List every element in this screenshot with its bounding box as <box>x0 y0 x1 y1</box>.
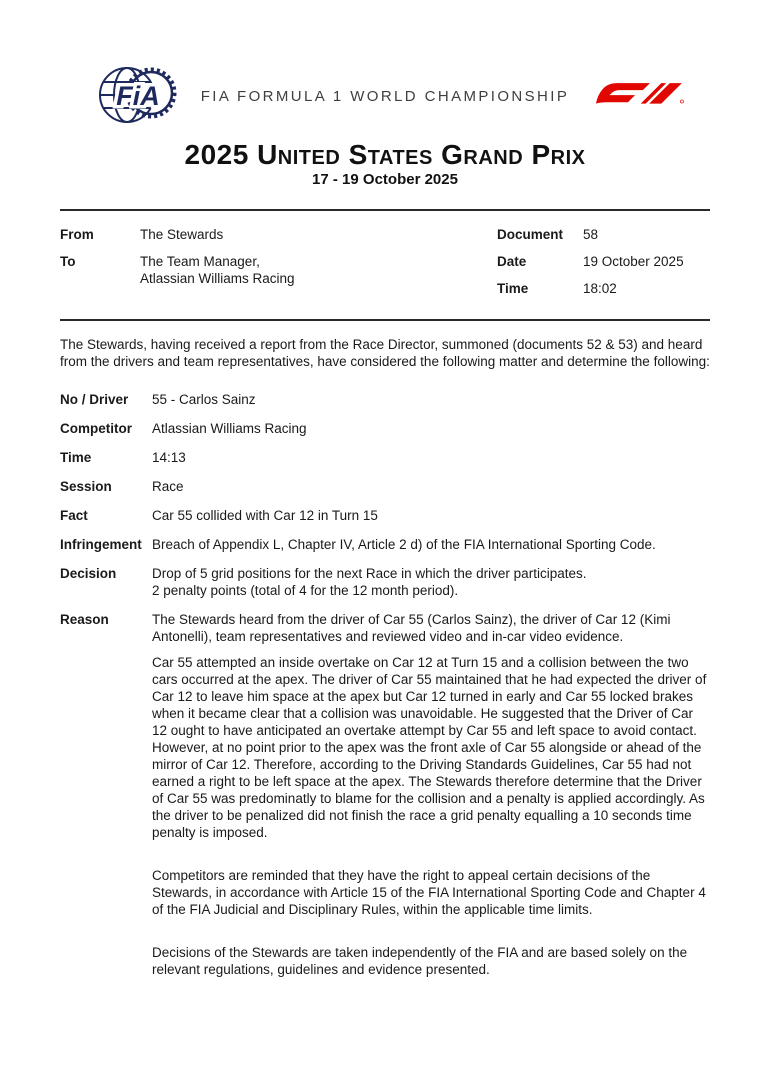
decision-fields <box>60 391 710 978</box>
decision-line1: Drop of 5 grid positions for the next Race in which the driver participates. <box>152 566 587 581</box>
no-driver-value: 55 - Carlos Sainz <box>152 392 256 407</box>
infringement-value: Breach of Appendix L, Chapter IV, Article 2 d) of the FIA International Sporting Code. <box>152 537 656 552</box>
time-value: 18:02 <box>583 281 617 296</box>
fia-logo-text: FiA <box>116 81 160 111</box>
document-header <box>60 64 710 134</box>
championship-title: FIA FORMULA 1 WORLD CHAMPIONSHIP <box>200 88 570 105</box>
to-value-line2: Atlassian Williams Racing <box>140 271 295 286</box>
date-row <box>497 253 710 270</box>
reason-paragraph-4: Decisions of the Stewards are taken independently of the FIA and are based solely on the relevant regulations, guidelines and evidence presented. <box>152 945 688 977</box>
meta-table <box>60 209 710 321</box>
date-label: Date <box>497 254 527 269</box>
time-field-value: 14:13 <box>152 450 186 465</box>
event-dates: 17 - 19 October 2025 <box>312 171 458 188</box>
time-label: Time <box>497 281 529 296</box>
fact-label: Fact <box>60 508 88 523</box>
no-driver-label: No / Driver <box>60 392 129 407</box>
field-row-no-driver <box>60 391 710 408</box>
field-row-session <box>60 478 710 495</box>
decision-line2: 2 penalty points (total of 4 for the 12 month period). <box>152 583 459 598</box>
to-row <box>60 253 497 287</box>
document-label: Document <box>497 227 564 242</box>
field-row-infringement <box>60 536 710 553</box>
reason-label: Reason <box>60 612 109 627</box>
date-value: 19 October 2025 <box>583 254 684 269</box>
competitor-value: Atlassian Williams Racing <box>152 421 307 436</box>
meta-table-right <box>497 226 710 307</box>
to-label: To <box>60 254 76 269</box>
to-value <box>140 253 497 287</box>
reason-paragraph-1: The Stewards heard from the driver of Car 55 (Carlos Sainz), the driver of Car 12 (Kimi Antonelli), team representatives and reviewed video and in-car video evidence. <box>152 612 671 644</box>
intro-paragraph: The Stewards, having received a report from the Race Director, summoned (documents 52 & 53) and heard from the drivers and team representatives, have considered the following matter and determine the following: <box>60 337 710 369</box>
document-value: 58 <box>583 227 599 242</box>
field-row-decision <box>60 565 710 599</box>
fact-value: Car 55 collided with Car 12 in Turn 15 <box>152 508 378 523</box>
reason-paragraph-3: Competitors are reminded that they have the right to appeal certain decisions of the Stewards, in accordance with Article 15 of the FIA International Sporting Code and Chapter 4 of the FIA Judicial and Disciplinary Rules, within the applicable time limits. <box>152 868 706 917</box>
time-field-label: Time <box>60 450 92 465</box>
f1-logo-icon <box>596 76 684 114</box>
reason-value <box>152 611 710 978</box>
meta-table-left <box>60 226 497 307</box>
decision-value <box>152 565 710 599</box>
to-value-line1: The Team Manager, <box>140 254 260 269</box>
decision-label: Decision <box>60 566 117 581</box>
session-label: Session <box>60 479 112 494</box>
from-value: The Stewards <box>140 227 224 242</box>
infringement-label: Infringement <box>60 537 142 552</box>
field-row-competitor <box>60 420 710 437</box>
field-row-fact <box>60 507 710 524</box>
field-row-reason <box>60 611 710 978</box>
session-value: Race <box>152 479 184 494</box>
fia-logo-icon <box>98 62 178 132</box>
page-title: 2025 United States Grand Prix <box>184 139 586 170</box>
time-row <box>497 280 710 297</box>
field-row-time <box>60 449 710 466</box>
reason-paragraph-2: Car 55 attempted an inside overtake on Car 12 at Turn 15 and a collision between the two cars occurred at the apex. The driver of Car 55 maintained that he had expected the driver of Car 12 to leave him space at the apex but Car 12 turned in early and Car 55 locked brakes when it became clear that a collision was unavoidable. He suggested that the Driver of Car 12 ought to have anticipated an overtake attempt by Car 55 and left space to avoid contact. However, at no point prior to the apex was the front axle of Car 55 alongside or ahead of the mirror of Car 12. Therefore, according to the Driving Standards Guidelines, Car 55 had not earned a right to be left space at the apex. The Stewards therefore determine that the Driver of Car 55 was predominatly to blame for the collision and a penalty is applied accordingly. As the driver to be penalized did not finish the race a grid penalty equalling a 10 seconds time penalty is imposed. <box>152 655 707 840</box>
from-label: From <box>60 227 94 242</box>
document-row <box>497 226 710 243</box>
from-row <box>60 226 497 243</box>
competitor-label: Competitor <box>60 421 132 436</box>
